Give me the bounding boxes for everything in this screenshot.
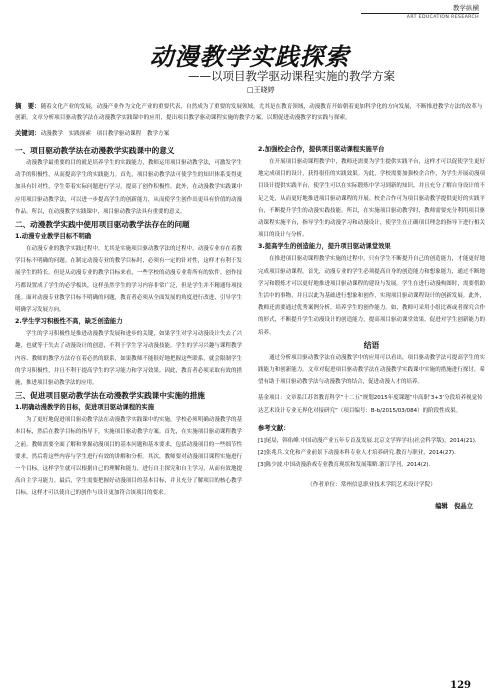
references-heading: 参考文献：	[258, 424, 290, 432]
reference-item: [1]尾局，韩佑峰.中国动漫产业五年专首及发展.北京文学界学社(社会科学版)，2014(21).	[258, 438, 477, 445]
page-number: 129	[450, 680, 471, 691]
body-paragraph: 在动漫专业的教学实践过程中，尤其是实施项目驱动教学法的过程中，动漫专业存在着教学目标不明确的问题。在制定动漫专业的教学目标时，必须有一定的针对性，这样才有利于发展学生的特长。但是从动漫专业的教学目标来看，一些学校的动漫专业将所有的软件、创作技巧都设置成了学生的必学板块，这样虽然学生的学习内容非常广泛，但是学生并不精通每项技能。面对动漫专业教学目标不明确的问题，教育者必须从全面发展的角度进行改进，引导学生明确学习发展方向。	[15, 246, 242, 314]
subsection-heading: 2.加强校企合作，提供项目驱动课程实施平台	[258, 146, 385, 153]
subsection-heading: 1.动漫专业教学目标不明确	[15, 233, 92, 241]
subsection-heading: 2.学生学习积极性不高，缺乏创造能力	[15, 318, 123, 326]
section-name: 教学纵横	[453, 4, 479, 12]
body-paragraph: 在开展项目驱动课程教学中，教师还需要为学生提供实践平台，这样才可以促使学生更好地完成项目的设计，获得很佳的实践效果。为此，学校需要加强校企合作，为学生开展动漫项目设计提供实践平台，使学生可以在实际锻炼中学习到新的知识，并且充分了解自身设计的不足之处，从而更好地推进项目驱动课程的开展。校企合作可为项目驱动教学提供更好的实践平台，不断提升学生的动漫实践技能。所以，在实施项目驱动教学时，教师需要充分利用项目驱动课程实施平台，指导学生的动漫学习和动漫设计，使学生在正确项目理念的指导下进行相关项目的设计与分析。	[258, 159, 485, 239]
conclusion-heading: 结语	[363, 340, 380, 350]
reference-item: [2]张兆兵.文化和产业前景下动漫本科专业人才培养研究.教育与职业，2014(27).	[258, 450, 456, 457]
keywords-label: 关键词：	[15, 129, 41, 137]
running-header	[361, 4, 479, 20]
editor-credit: 编辑 倪晶立	[435, 503, 473, 511]
funding-note: 基金项目：文章系江苏省教育科学“十二五”规划2015年度课题“中高职‘3+3’分段培养视觉传达艺术设计专业无界化对接研究”（项目编号：B-b/2015/03/084）的阶段性成果。	[258, 395, 483, 414]
abstract-text: 随着文化产业的发展，动漫产业作为文化产业的重要代表，自然成为了重要的发展领域。尤其是在教育领域，动漫教育开始朝着更加科学化的方向发展，不断推进教学方法的改革与创新。文章分析项目驱动教学法在动漫教学实践课中的应用，提出项目教学驱动课程实施的教学方案，以期促进动漫教学的实践与探索。	[15, 104, 483, 121]
abstract	[15, 101, 485, 124]
author-affiliation: （作者单位：常州信息职业技术学院艺术设计学院）	[307, 482, 436, 489]
section-heading: 二、动漫教学实践中使用项目驱动教学法存在的问题	[15, 220, 190, 230]
article-subtitle: ——以项目教学驱动课程实施的教学方案	[188, 69, 395, 83]
keywords-text: 动漫教学 实践探索 项目教学驱动课程 教学方案	[40, 131, 170, 137]
section-heading: 一、项目驱动教学法在动漫教学实践课中的意义	[15, 146, 175, 155]
subsection-heading: 1.明确动漫教学的目标，促进项目驱动课程的实施	[15, 404, 155, 412]
author: □王晓婷	[247, 86, 275, 94]
body-paragraph: 为了更好地促进项目驱动教学法在动漫教学实践课中的实施，学校必须明确动漫教学的基本目标，然后在教学目标的指导下，实施项目驱动教学方案。首先，在实施项目驱动课程教学之前，教师需要全面了解和掌握动漫项目的基本问题和基本要求，包括动漫项目的一些细节性要求，然后将这些内容与学生进行有效的讲解和分析。其次，教师要对动漫项目课程实施进行一个目标，这样学生就可以根据自己的理解和能力，进行自主探究和自主学习，从而有效地提高自主学习能力。最后，学生需要把握好动漫项目的基本目标，并且充分了解项目的核心教学目标，这样才可以使自己的创作与设计更加符合该项目的要求。	[15, 417, 242, 497]
left-column	[15, 144, 242, 500]
body-paragraph: 通过分析项目驱动教学法在动漫教学中的应用可以看出，项目驱动教学法可提高学生的实践能力和创新能力。文章对促进项目驱动教学法在动漫教学实践课中实施的措施进行探讨，希望有助于项目驱动教学法与动漫教学的结合，促进动漫人才的培养。	[258, 354, 485, 386]
body-paragraph: 动漫教学最重要的目的就是培养学生的实践能力，教师运用项目驱动教学法，可激发学生动手的积极性，从而提高学生的实践能力。首先，项目驱动教学法可使学生的知识体系变得更加具有针对性，学生带着实际问题进行学习，提高了创作积极性。此外，在动漫教学实践课中应用项目驱动教学法，可以进一步提高学生的创新能力，从而使学生创作出更具有价值的动漫作品。所以，在动漫教学实践课中，项目驱动教学法具有重要的意义。	[15, 160, 242, 215]
article-title: 动漫教学实践探索	[149, 42, 350, 71]
keywords	[15, 128, 485, 139]
abstract-label: 摘 要：	[15, 102, 41, 110]
section-heading: 三、促进项目驱动教学法在动漫教学实践课中实施的措施	[15, 391, 205, 401]
body-paragraph: 学生的学习积极性是推进动漫教学发展和进步的关键，如果学生对学习动漫设计失去了兴趣，也就等于失去了动漫设计的创意，不利于学生学习动漫技能。学生的学习兴趣与课程教学内容、教师的教学方法存在着必然的联系，如果教师不能很好地把握这些联系，就会限制学生的学习积极性，并且不利于提高学生的学习能力和学习效果。因此，教育者必须采取有效的措施，推进项目驱动教学法的应用。	[15, 331, 242, 387]
section-english: ART EDUCATION RESEARCH	[406, 15, 479, 20]
subsection-heading: 3.提高学生的创造能力，提升项目驱动课堂效果	[258, 243, 391, 251]
reference-item: [3]陈少波.中国动漫游戏专业教育现状和发展策略.浙江学刊，2014(2).	[258, 462, 431, 469]
header-rule	[361, 13, 479, 14]
body-paragraph: 在推进项目驱动课程教学实施的过程中，只有学生不断提升自己的创造能力，才能更好地完成项目驱动课程。首先，动漫专业的学生必须提高自身的创造能力和想象能力，通过不断地学习和锻炼才可以更好地推进项目驱动课程的建设与发展。学生在进行动漫构图时，需要借助生活中的事物，并且以此为基础进行想象和创作，实现项目驱动课程设计的创新发展。此外，教师还需要通过优秀案例分析，培养学生的创作能力。如，教师可采用小组比赛或者探究合作的形式，不断提升学生动漫设计的创造能力，提高项目驱动课堂效果，促进对学生创新能力的培养。	[258, 256, 485, 336]
right-column	[258, 144, 485, 513]
